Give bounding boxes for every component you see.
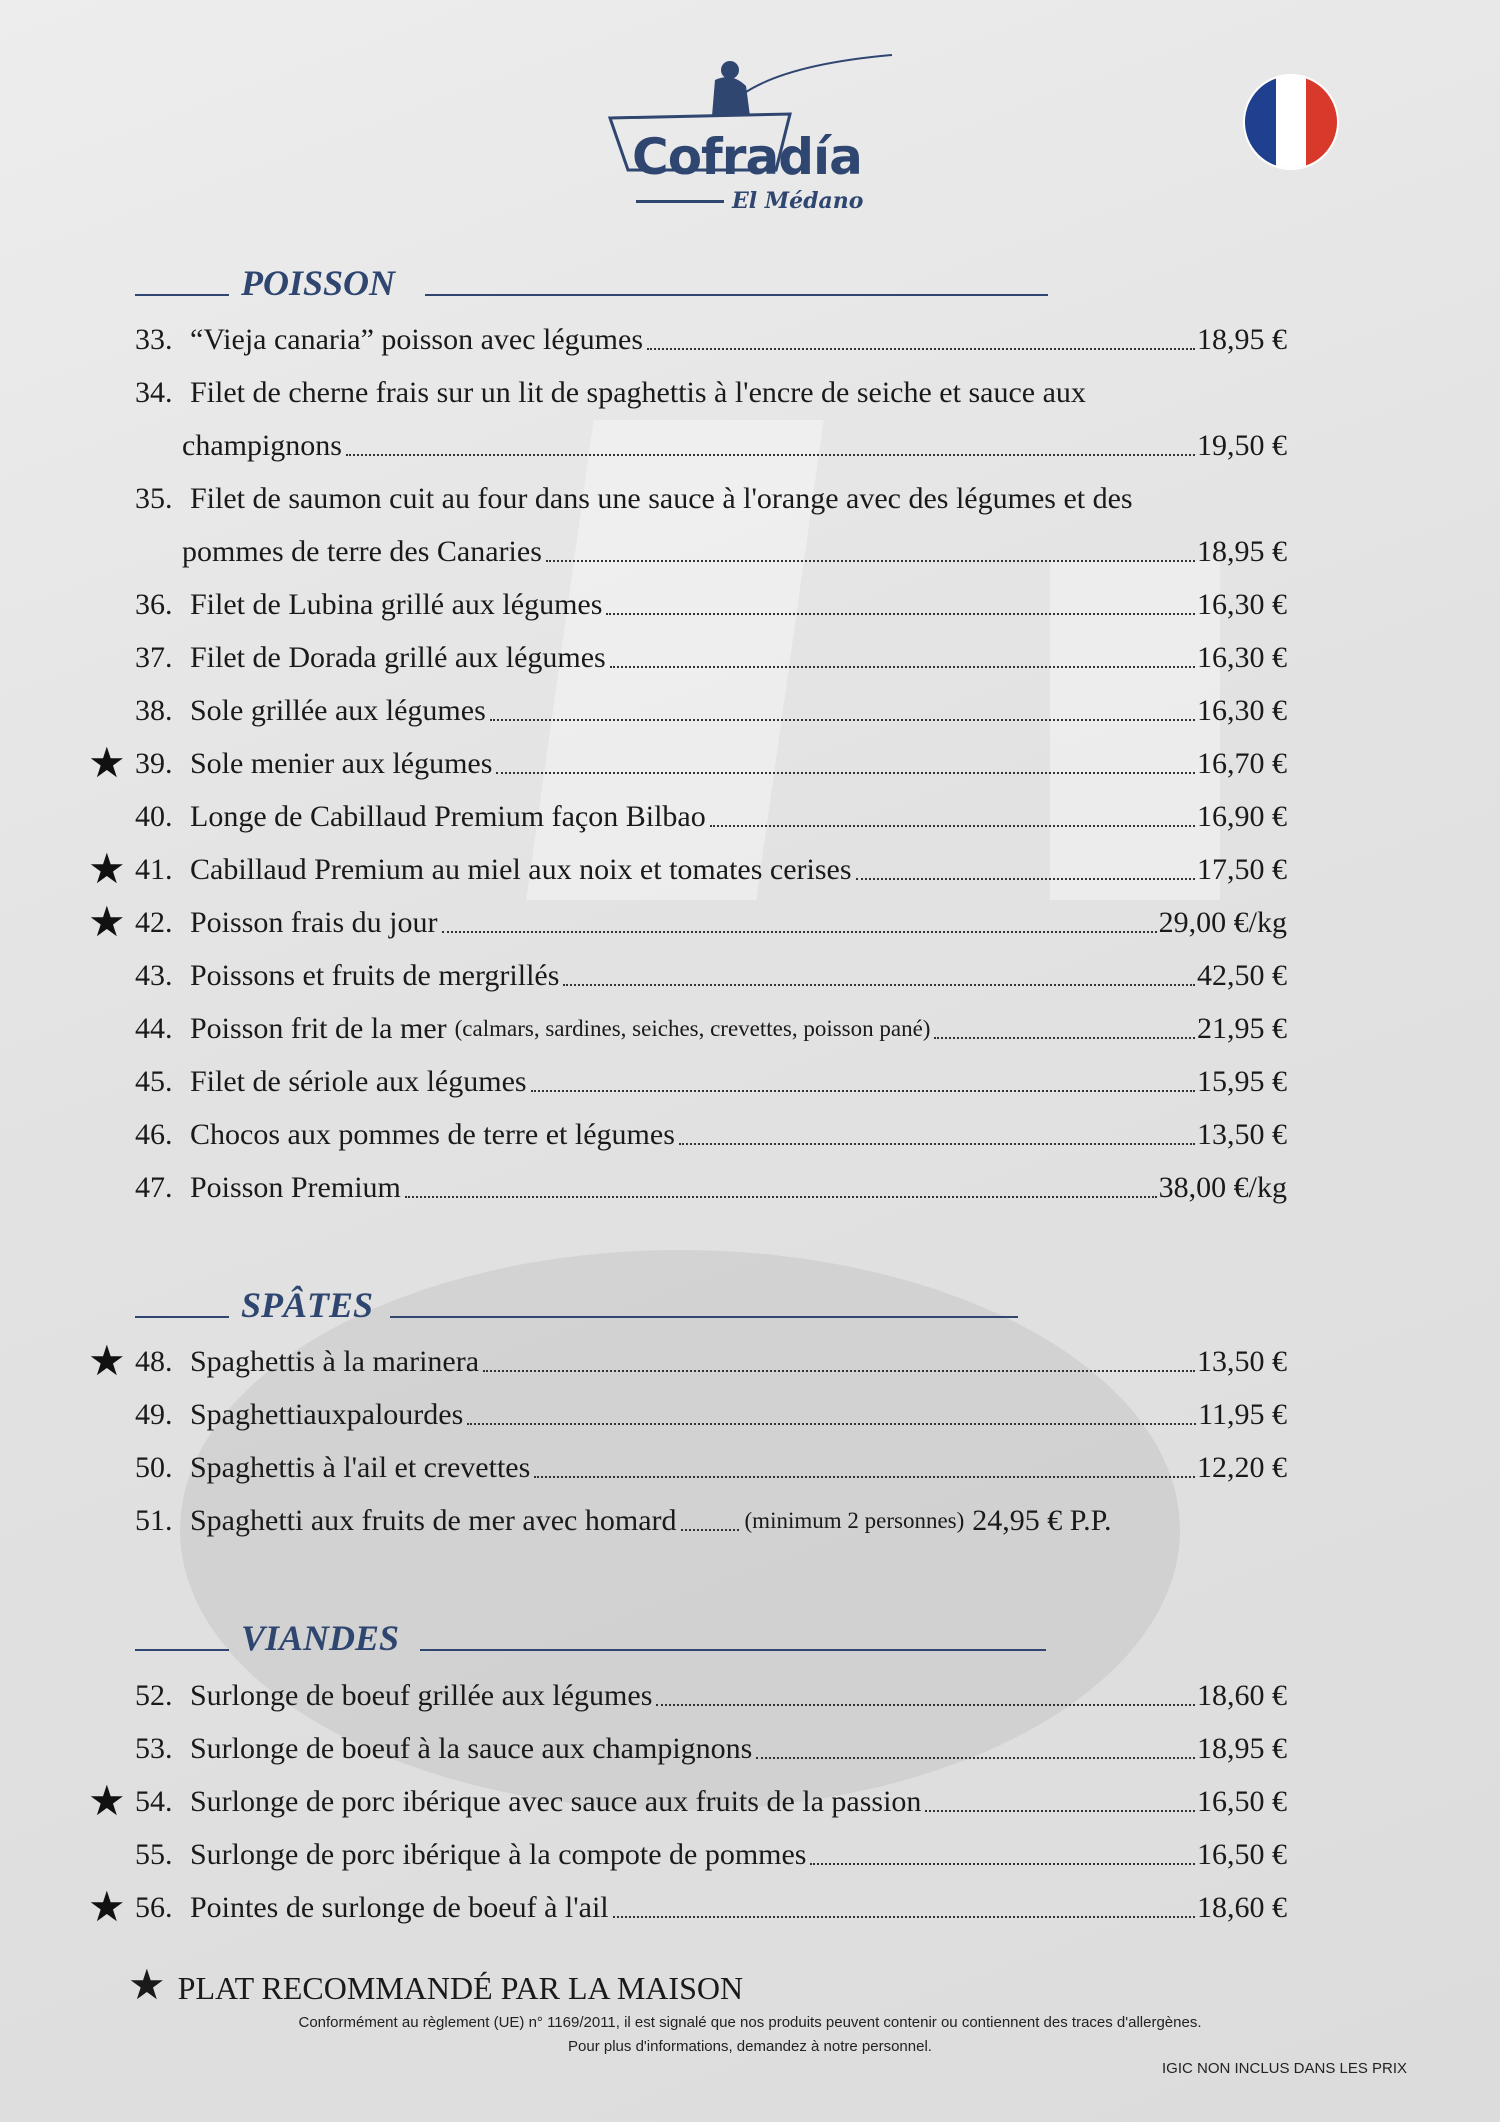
item-name: Surlonge de boeuf grillée aux légumes: [190, 1679, 653, 1712]
item-name: Sole menier aux légumes: [190, 747, 493, 780]
item-name-continued: pommes de terre des Canaries: [182, 535, 542, 568]
item-name: Surlonge de porc ibérique avec sauce aux fruits de la passion: [190, 1785, 922, 1818]
item-name: Poissons et fruits de mergrillés: [190, 959, 560, 992]
menu-item: [135, 954, 1287, 998]
item-number: 40.: [135, 800, 173, 833]
item-name: Spaghettis à l'ail et crevettes: [190, 1451, 531, 1484]
menu-item: [135, 1833, 1287, 1877]
menu-item: [135, 1780, 1287, 1824]
item-number: 53.: [135, 1732, 173, 1765]
item-price: 17,50 €: [1197, 853, 1287, 886]
item-price: 38,00 €/kg: [1158, 1171, 1287, 1204]
item-number: 34.: [135, 376, 173, 409]
item-number: 48.: [135, 1345, 173, 1378]
item-name: Poisson frais du jour: [190, 906, 438, 939]
item-price: 15,95 €: [1197, 1065, 1287, 1098]
dot-leader: [467, 1421, 1196, 1425]
item-name: Sole grillée aux légumes: [190, 694, 486, 727]
allergen-note: Conformément au règlement (UE) n° 1169/2011, il est signalé que nos produits peuvent contenir ou contiennent des traces d'allergènes.: [298, 2014, 1202, 2031]
dot-leader: [346, 452, 1195, 456]
menu-item: [135, 1674, 1287, 1718]
item-name: Spaghettis à la marinera: [190, 1345, 480, 1378]
menu-item: [135, 318, 1287, 362]
section-rule-right: [390, 1316, 1018, 1318]
item-name: Longe de Cabillaud Premium façon Bilbao: [190, 800, 706, 833]
item-number: 42.: [135, 906, 173, 939]
item-price: 18,95 €: [1197, 535, 1287, 568]
item-price: 21,95 €: [1197, 1012, 1287, 1045]
menu-item: [135, 901, 1287, 945]
item-number: 55.: [135, 1838, 173, 1871]
item-number: 44.: [135, 1012, 173, 1045]
section-title: POISSON: [241, 263, 396, 303]
dot-leader: [610, 664, 1195, 668]
item-name: Poisson Premium: [190, 1171, 401, 1204]
info-note: Pour plus d'informations, demandez à notre personnel.: [568, 2038, 932, 2055]
item-number: 38.: [135, 694, 173, 727]
item-number: 35.: [135, 482, 173, 515]
dot-leader: [534, 1474, 1195, 1478]
item-number: 50.: [135, 1451, 173, 1484]
item-name: Pointes de surlonge de boeuf à l'ail: [190, 1891, 609, 1924]
dot-leader: [483, 1368, 1195, 1372]
item-price: 18,95 €: [1197, 1732, 1287, 1765]
section-title: SPÂTES: [241, 1285, 374, 1325]
legend-star-icon: ★: [128, 1963, 166, 2009]
menu-item: [135, 371, 1287, 415]
item-name-continued: champignons: [182, 429, 342, 462]
dot-leader: [496, 770, 1195, 774]
recommended-star-icon: ★: [88, 1779, 126, 1825]
recommended-star-icon: ★: [88, 1885, 126, 1931]
menu-item: [135, 1113, 1287, 1157]
dot-leader: [546, 558, 1195, 562]
dot-leader: [856, 876, 1195, 880]
item-number: 33.: [135, 323, 173, 356]
section-rule-right: [425, 294, 1048, 296]
menu-item: [135, 1499, 1287, 1543]
menu-item-continuation: [182, 424, 1287, 468]
menu-item: [135, 848, 1287, 892]
brand-name: Cofradía: [632, 128, 862, 186]
french-flag-icon[interactable]: [1245, 76, 1337, 168]
dot-leader: [756, 1755, 1195, 1759]
item-name: “Vieja canaria” poisson avec légumes: [190, 323, 643, 356]
item-number: 36.: [135, 588, 173, 621]
legend-text: PLAT RECOMMANDÉ PAR LA MAISON: [177, 1970, 744, 2006]
item-price: 16,50 €: [1197, 1785, 1287, 1818]
item-price: 16,90 €: [1197, 800, 1287, 833]
dot-leader: [925, 1808, 1195, 1812]
item-number: 39.: [135, 747, 173, 780]
item-number: 47.: [135, 1171, 173, 1204]
item-price: 12,20 €: [1197, 1451, 1287, 1484]
dot-leader: [490, 717, 1195, 721]
menu-item: [135, 1727, 1287, 1771]
menu-item: [135, 795, 1287, 839]
item-name: Surlonge de porc ibérique à la compote de pommes: [190, 1838, 807, 1871]
tax-note: IGIC NON INCLUS DANS LES PRIX: [1162, 2060, 1408, 2077]
dot-leader: [656, 1702, 1195, 1706]
item-name: Filet de Dorada grillé aux légumes: [190, 641, 606, 674]
item-price: 16,30 €: [1197, 588, 1287, 621]
item-price: 42,50 €: [1197, 959, 1287, 992]
item-name: Filet de cherne frais sur un lit de spaghettis à l'encre de seiche et sauce aux: [190, 376, 1086, 409]
item-name: Spaghettiauxpalourdes: [190, 1398, 464, 1431]
menu-item: [135, 1060, 1287, 1104]
item-price: 18,95 €: [1197, 323, 1287, 356]
dot-leader: [405, 1194, 1157, 1198]
item-number: 43.: [135, 959, 173, 992]
menu-item: [135, 1340, 1287, 1384]
dot-leader: [681, 1527, 739, 1531]
item-name: Chocos aux pommes de terre et légumes: [190, 1118, 675, 1151]
item-name: Poisson frit de la mer: [190, 1012, 447, 1045]
menu-item: [135, 742, 1287, 786]
item-number: 46.: [135, 1118, 173, 1151]
item-number: 45.: [135, 1065, 173, 1098]
menu-item: [135, 583, 1287, 627]
item-number: 56.: [135, 1891, 173, 1924]
item-number: 49.: [135, 1398, 173, 1431]
item-name: Filet de saumon cuit au four dans une sauce à l'orange avec des légumes et des: [190, 482, 1133, 515]
section-rule-left: [135, 1649, 229, 1651]
recommended-star-icon: ★: [88, 900, 126, 946]
menu-item-continuation: [182, 530, 1287, 574]
item-name: Filet de sériole aux légumes: [190, 1065, 527, 1098]
item-price: 16,70 €: [1197, 747, 1287, 780]
item-number: 54.: [135, 1785, 173, 1818]
item-name: Cabillaud Premium au miel aux noix et tomates cerises: [190, 853, 852, 886]
dot-leader: [613, 1914, 1195, 1918]
recommended-star-icon: ★: [88, 1339, 126, 1385]
flag-white-stripe: [1276, 76, 1307, 168]
dot-leader: [531, 1088, 1195, 1092]
dot-leader: [442, 929, 1157, 933]
recommended-star-icon: ★: [88, 847, 126, 893]
dot-leader: [934, 1035, 1195, 1039]
item-price: 13,50 €: [1197, 1345, 1287, 1378]
menu-item: [135, 1393, 1287, 1437]
menu-item: [135, 636, 1287, 680]
menu-item: [135, 1007, 1287, 1051]
item-price: 18,60 €: [1197, 1891, 1287, 1924]
item-detail: (minimum 2 personnes): [744, 1508, 965, 1533]
item-name: Filet de Lubina grillé aux légumes: [190, 588, 603, 621]
recommended-star-icon: ★: [88, 741, 126, 787]
section-rule-right: [420, 1649, 1046, 1651]
item-price: 24,95 € P.P.: [972, 1504, 1112, 1537]
dot-leader: [679, 1141, 1195, 1145]
dot-leader: [563, 982, 1195, 986]
menu-item: [135, 477, 1335, 521]
item-name: Spaghetti aux fruits de mer avec homard: [190, 1504, 677, 1537]
item-number: 41.: [135, 853, 173, 886]
menu-item: [135, 1886, 1287, 1930]
item-number: 52.: [135, 1679, 173, 1712]
menu-item: [135, 1446, 1287, 1490]
item-number: 37.: [135, 641, 173, 674]
item-price: 29,00 €/kg: [1158, 906, 1287, 939]
item-price: 16,50 €: [1197, 1838, 1287, 1871]
menu-item: [135, 1166, 1287, 1210]
dot-leader: [810, 1861, 1195, 1865]
item-price: 19,50 €: [1197, 429, 1287, 462]
section-title: VIANDES: [241, 1618, 400, 1658]
section-rule-left: [135, 294, 229, 296]
item-price: 11,95 €: [1198, 1398, 1287, 1431]
item-price: 18,60 €: [1197, 1679, 1287, 1712]
dot-leader: [710, 823, 1195, 827]
recommended-legend: [128, 1960, 743, 2010]
item-detail: (calmars, sardines, seiches, crevettes, poisson pané): [454, 1016, 931, 1041]
dot-leader: [647, 346, 1195, 350]
dot-leader: [606, 611, 1195, 615]
brand-location: El Médano: [732, 188, 864, 214]
item-number: 51.: [135, 1504, 173, 1537]
item-price: 16,30 €: [1197, 694, 1287, 727]
section-rule-left: [135, 1316, 229, 1318]
item-name: Surlonge de boeuf à la sauce aux champignons: [190, 1732, 753, 1765]
menu-item: [135, 689, 1287, 733]
item-price: 16,30 €: [1197, 641, 1287, 674]
item-price: 13,50 €: [1197, 1118, 1287, 1151]
brand-underline: [636, 200, 724, 203]
